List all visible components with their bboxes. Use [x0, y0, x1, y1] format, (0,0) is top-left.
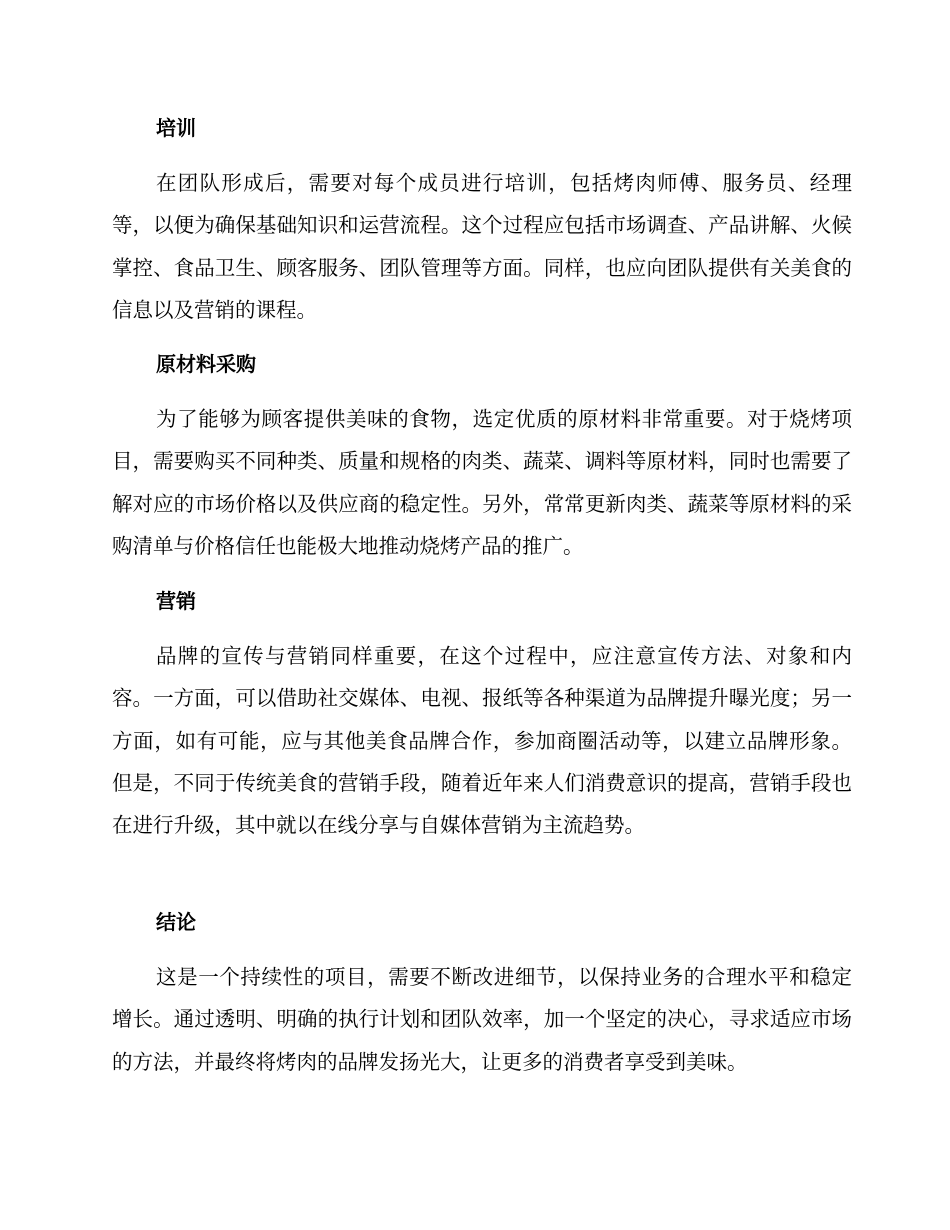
section-body-marketing: 品牌的宣传与营销同样重要，在这个过程中，应注意宣传方法、对象和内容。一方面，可以借助社交媒体、电视、报纸等各种渠道为品牌提升曝光度；另一方面，如有可能，应与其他美食品牌合作，参加商圈活动等，以建立品牌形象。 但是，不同于传统美食的营销手段，随着近年来人们消费意识的提高，营销手段也在进行升级，其中就以在线分享与自媒体营销为主流趋势。: [112, 644, 852, 838]
section-body-procurement: 为了能够为顾客提供美味的食物，选定优质的原材料非常重要。对于烧烤项目，需要购买不同种类、质量和规格的肉类、蔬菜、调料等原材料，同时也需要了解对应的市场价格以及供应商的稳定性。另外，常常更新肉类、蔬菜等原材料的采购清单与价格信任也能极大地推动烧烤产品的推广。: [112, 407, 852, 558]
section-heading-procurement: 原材料采购: [156, 352, 256, 376]
section-heading-training: 培训: [156, 116, 196, 140]
section-heading-conclusion: 结论: [156, 910, 196, 934]
section-body-training: 在团队形成后，需要对每个成员进行培训，包括烤肉师傅、服务员、经理等，以便为确保基础知识和运营流程。这个过程应包括市场调查、产品讲解、火候掌控、食品卫生、顾客服务、团队管理等方面。同样，也应向团队提供有关美食的信息以及营销的课程。: [112, 171, 852, 322]
section-body-conclusion: 这是一个持续性的项目，需要不断改进细节，以保持业务的合理水平和稳定增长。通过透明、明确的执行计划和团队效率，加一个坚定的决心，寻求适应市场的方法，并最终将烤肉的品牌发扬光大，让更多的消费者享受到美味。: [112, 965, 852, 1074]
section-heading-marketing: 营销: [156, 589, 196, 613]
